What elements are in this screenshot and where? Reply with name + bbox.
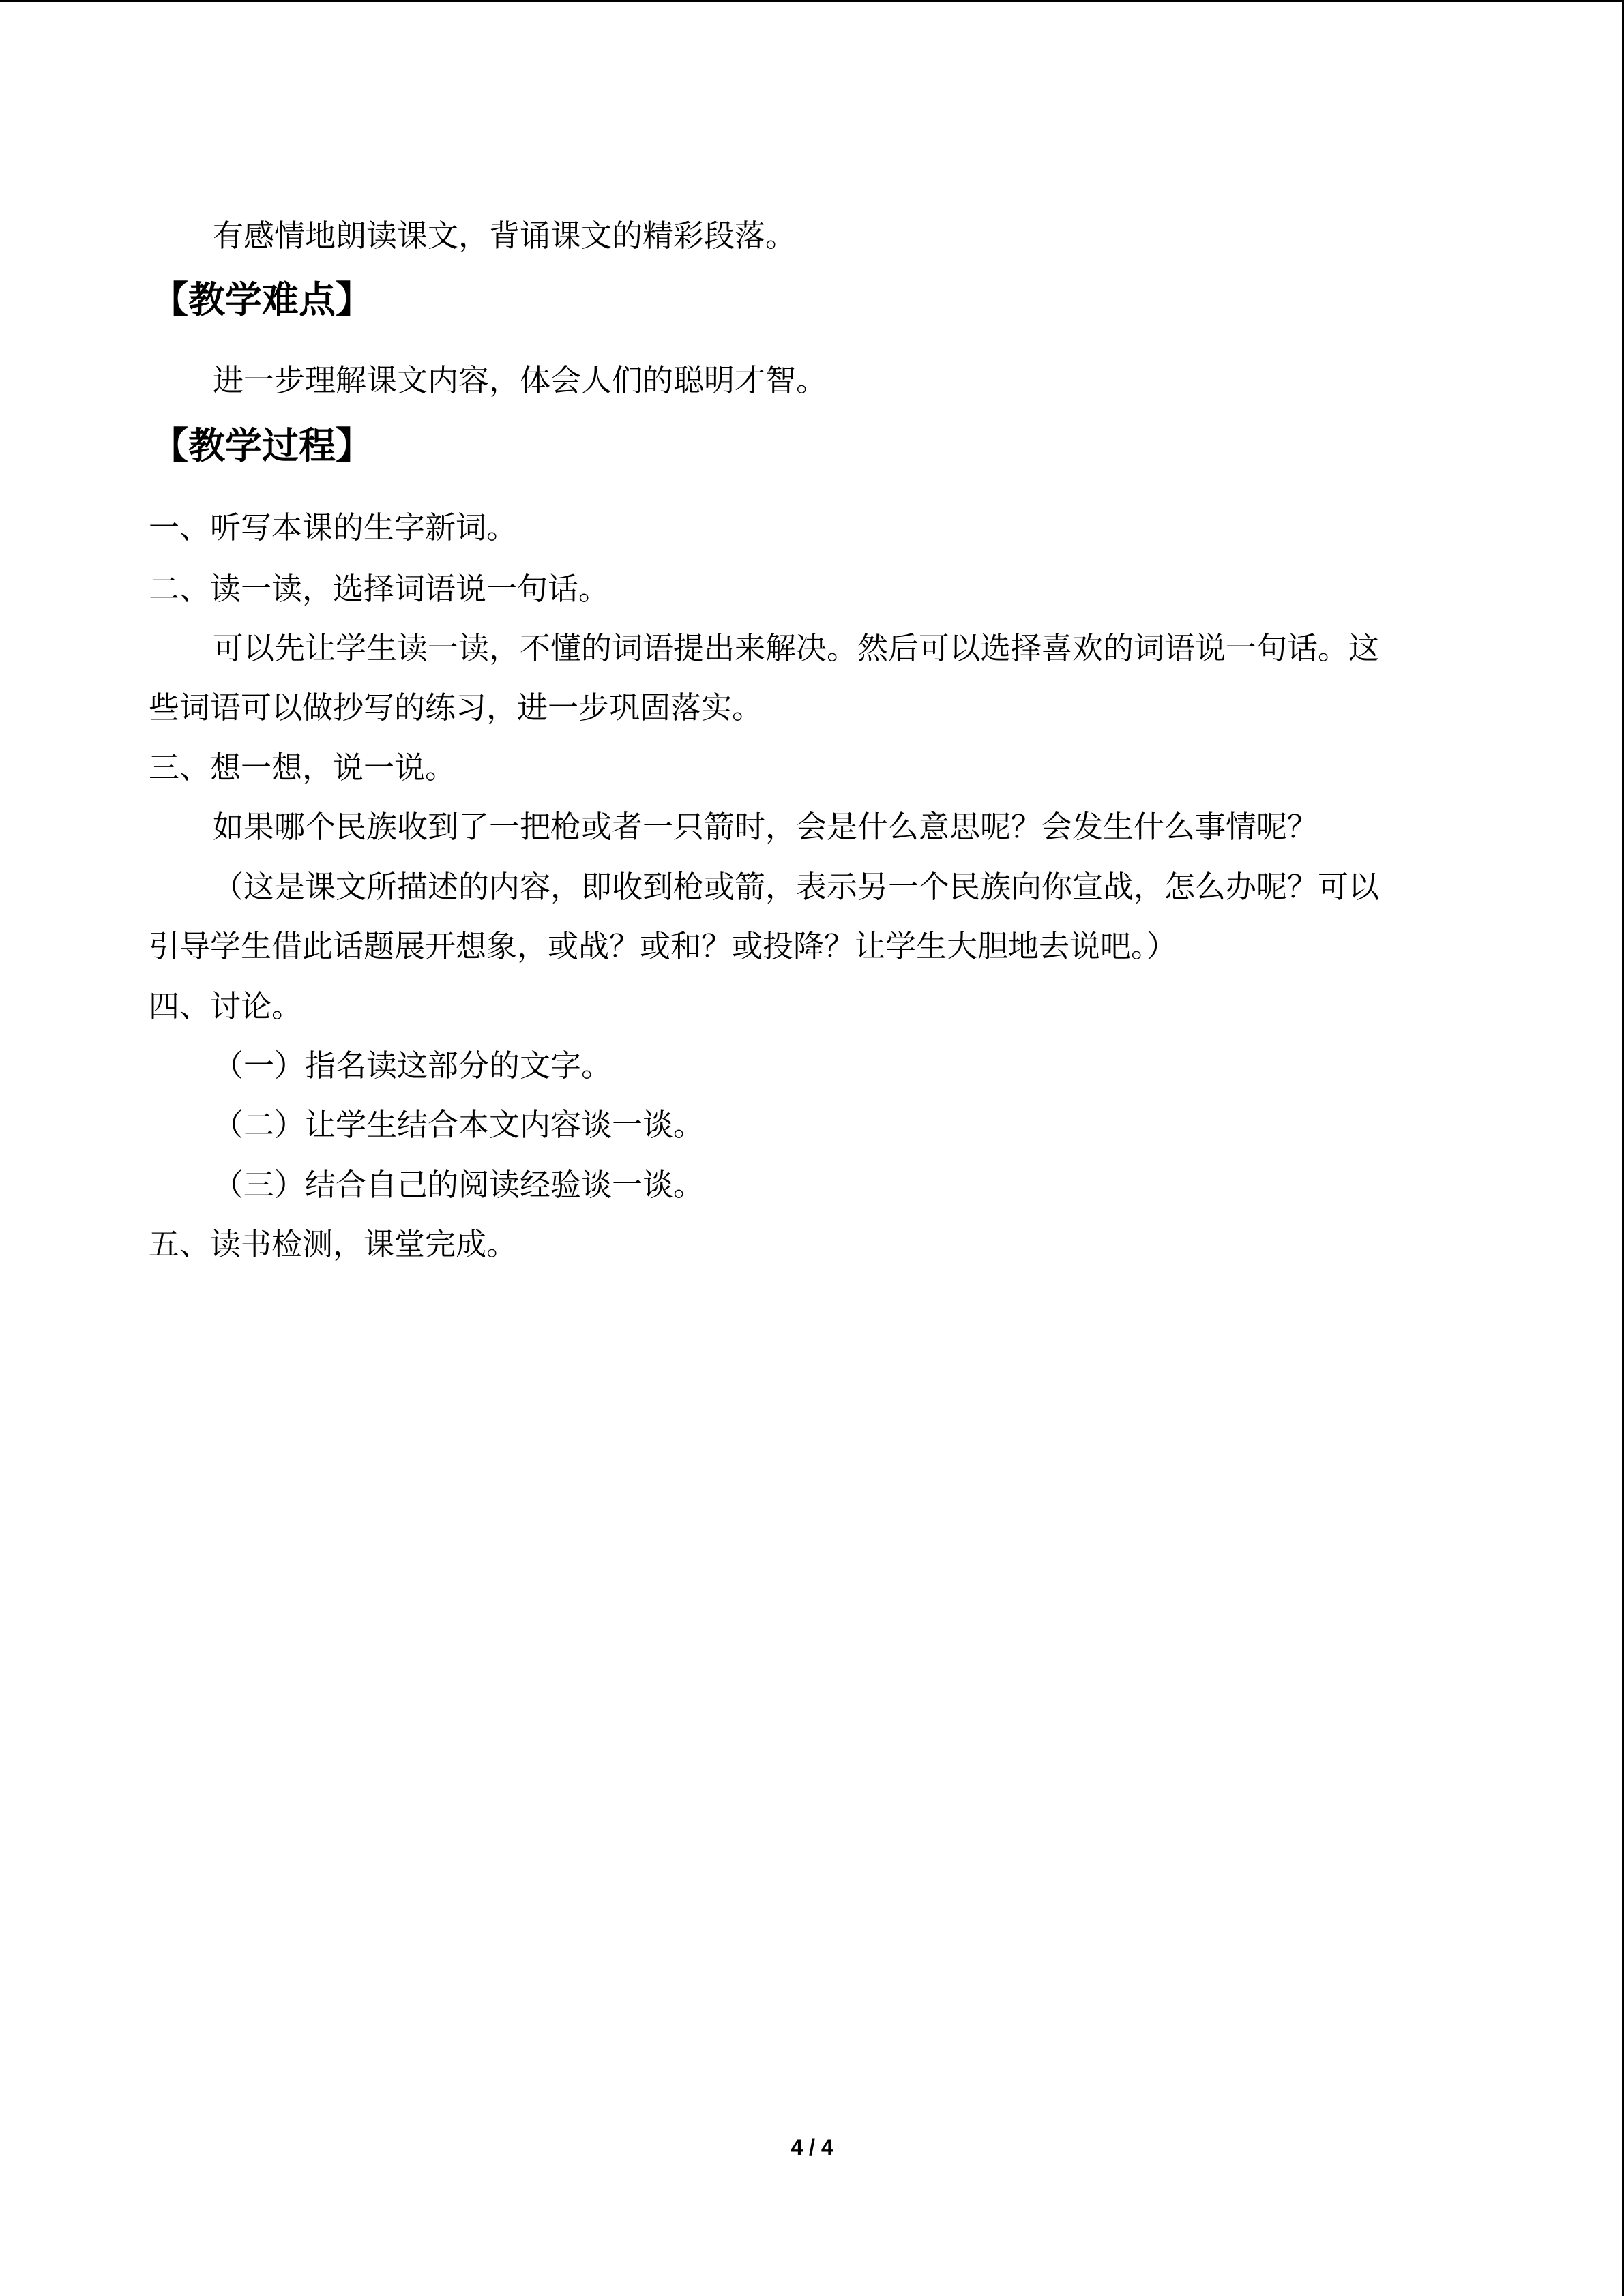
step-3-paragraph-2-line-2: 引导学生借此话题展开想象，或战？或和？或投降？让学生大胆地去说吧。） <box>149 928 1177 964</box>
step-2-paragraph-line-1: 可以先让学生读一读，不懂的词语提出来解决。然后可以选择喜欢的词语说一句话。这 <box>213 630 1380 666</box>
step-3-paragraph-1: 如果哪个民族收到了一把枪或者一只箭时，会是什么意思呢？会发生什么事情呢？ <box>213 809 1318 845</box>
step-1: 一、听写本课的生字新词。 <box>149 509 518 546</box>
step-4: 四、讨论。 <box>149 988 303 1024</box>
step-2: 二、读一读，选择词语说一句话。 <box>149 571 610 607</box>
step-3: 三、想一想，说一说。 <box>149 749 456 786</box>
step-3-paragraph-2-line-1: （这是课文所描述的内容，即收到枪或箭，表示另一个民族向你宣战，怎么办呢？可以 <box>213 869 1380 905</box>
step-2-paragraph-line-2: 些词语可以做抄写的练习，进一步巩固落实。 <box>149 689 763 726</box>
step-4-item-1: （一）指名读这部分的文字。 <box>213 1047 612 1084</box>
step-4-item-2: （二）让学生结合本文内容谈一谈。 <box>213 1107 705 1143</box>
page-number: 4 / 4 <box>791 2135 833 2160</box>
step-4-item-3: （三）结合自己的阅读经验谈一谈。 <box>213 1167 705 1203</box>
paragraph-difficulty: 进一步理解课文内容，体会人们的聪明才智。 <box>213 362 827 398</box>
step-5: 五、读书检测，课堂完成。 <box>149 1226 518 1262</box>
top-border <box>0 0 1624 2</box>
paragraph-reading-goal: 有感情地朗读课文，背诵课文的精彩段落。 <box>213 218 797 254</box>
heading-teaching-difficulty: 【教学难点】 <box>151 278 372 321</box>
heading-teaching-process: 【教学过程】 <box>151 424 372 467</box>
